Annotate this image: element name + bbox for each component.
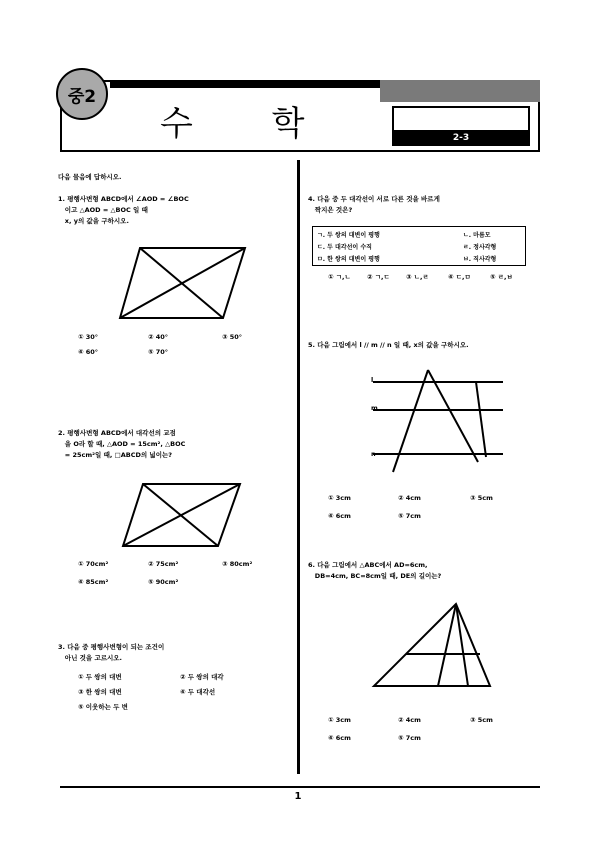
q4-option[interactable]: ③ ㄴ,ㄹ xyxy=(406,273,429,281)
q2-option[interactable]: ⑤ 90cm² xyxy=(148,578,179,586)
q6-option[interactable]: ① 3cm xyxy=(328,716,351,724)
q4-option[interactable]: ④ ㄷ,ㅁ xyxy=(448,273,471,281)
q3-option[interactable]: ① 두 쌍의 대변 xyxy=(78,673,122,681)
box-item: ㅁ. 한 쌍의 대변이 평행 xyxy=(317,256,380,263)
q1-option[interactable]: ② 40° xyxy=(148,333,169,341)
q5-parallel-lines-figure xyxy=(368,362,508,482)
q3-option[interactable]: ③ 한 쌍의 대변 xyxy=(78,688,122,696)
box-item: ㄹ. 정사각형 xyxy=(463,244,497,251)
q5-option[interactable]: ③ 5cm xyxy=(470,494,493,502)
q1-parallelogram-figure xyxy=(115,240,255,325)
question-text: 다음 그림에서 △ABC에서 AD=6cm, xyxy=(317,561,428,569)
q6-option[interactable]: ④ 6cm xyxy=(328,734,351,742)
q2-option[interactable]: ② 75cm² xyxy=(148,560,179,568)
q2-option[interactable]: ④ 85cm² xyxy=(78,578,109,586)
question-text: DB=4cm, BC=8cm일 때, DE의 길이는? xyxy=(314,572,442,580)
question-4: 4. 다음 중 두 대각선이 서로 다른 것을 바르게 짝지은 것은? xyxy=(308,195,440,214)
q5-option[interactable]: ① 3cm xyxy=(328,494,351,502)
question-number: 6 xyxy=(308,561,313,569)
question-text: 평행사변형 ABCD에서 ∠AOD = ∠BOC xyxy=(67,195,189,203)
question-text: 을 O라 할 때, △AOD = 15cm², △BOC xyxy=(64,440,186,448)
q6-option[interactable]: ③ 5cm xyxy=(470,716,493,724)
q3-option[interactable]: ④ 두 대각선 xyxy=(180,688,216,696)
q5-line-label-m: m xyxy=(371,404,378,412)
question-text: 이고 △AOD = △BOC 일 때 xyxy=(64,206,148,214)
q2-parallelogram-figure xyxy=(118,478,248,553)
question-number: 3 xyxy=(58,643,63,651)
q5-option[interactable]: ② 4cm xyxy=(398,494,421,502)
page-title: 수 학 xyxy=(160,104,339,144)
q1-option[interactable]: ③ 50° xyxy=(222,333,243,341)
footer-rule xyxy=(60,786,540,788)
question-text: 평행사변형 ABCD에서 대각선의 교점 xyxy=(67,429,176,437)
question-text: 다음 중 두 대각선이 서로 다른 것을 바르게 xyxy=(317,195,440,203)
box-item: ㄷ. 두 대각선이 수직 xyxy=(317,244,372,251)
q3-option[interactable]: ⑤ 이웃하는 두 변 xyxy=(78,703,128,711)
q1-option[interactable]: ④ 60° xyxy=(78,348,99,356)
question-text: 짝지은 것은? xyxy=(314,206,353,214)
question-text: x, y의 값을 구하시오. xyxy=(64,217,129,225)
column-divider xyxy=(297,160,300,774)
question-text: 다음 그림에서 l // m // n 일 때, x의 값을 구하시오. xyxy=(317,341,469,349)
q4-condition-box xyxy=(312,226,526,266)
q5-line-label-n: n xyxy=(371,450,376,458)
q1-option[interactable]: ⑤ 70° xyxy=(148,348,169,356)
q5-line-label-l: l xyxy=(371,376,374,384)
box-item: ㄴ. 마름모 xyxy=(463,232,491,239)
question-number: 2 xyxy=(58,429,63,437)
question-1: 1. 평행사변형 ABCD에서 ∠AOD = ∠BOC 이고 △AOD = △BOC 일 때 x, y의 값을 구하시오. xyxy=(58,195,189,225)
header-top-bar xyxy=(110,80,380,88)
grade-badge: 중2 xyxy=(56,68,108,120)
q1-option[interactable]: ① 30° xyxy=(78,333,99,341)
q3-option[interactable]: ② 두 쌍의 대각 xyxy=(180,673,224,681)
q2-option[interactable]: ① 70cm² xyxy=(78,560,109,568)
q2-option[interactable]: ③ 80cm² xyxy=(222,560,253,568)
instruction-text: 다음 물음에 답하시오. xyxy=(58,173,122,181)
header-grey-tab xyxy=(380,80,540,102)
question-2: 2. 평행사변형 ABCD에서 대각선의 교점 을 O라 할 때, △AOD = 15cm², △BOC = 25cm²일 때, □ABCD의 넓이는? xyxy=(58,429,186,459)
question-text: = 25cm²일 때, □ABCD의 넓이는? xyxy=(64,451,173,459)
question-number: 4 xyxy=(308,195,313,203)
q4-option[interactable]: ⑤ ㄹ,ㅂ xyxy=(490,273,513,281)
box-item: ㄱ. 두 쌍의 대변이 평행 xyxy=(317,232,380,239)
question-number: 1 xyxy=(58,195,63,203)
q5-option[interactable]: ④ 6cm xyxy=(328,512,351,520)
q6-option[interactable]: ⑤ 7cm xyxy=(398,734,421,742)
question-number: 5 xyxy=(308,341,313,349)
q4-option[interactable]: ① ㄱ,ㄴ xyxy=(328,273,351,281)
header-label: 2-3 xyxy=(392,130,530,146)
question-text: 아닌 것을 고르시오. xyxy=(64,654,123,662)
q6-triangle-figure xyxy=(368,598,498,698)
question-6: 6. 다음 그림에서 △ABC에서 AD=6cm, DB=4cm, BC=8cm일 때, DE의 길이는? xyxy=(308,561,442,580)
question-5: 5. 다음 그림에서 l // m // n 일 때, x의 값을 구하시오. xyxy=(308,341,469,349)
question-text: 다음 중 평행사변형이 되는 조건이 xyxy=(67,643,165,651)
q4-option[interactable]: ② ㄱ,ㄷ xyxy=(367,273,390,281)
question-3: 3. 다음 중 평행사변형이 되는 조건이 아닌 것을 고르시오. xyxy=(58,643,165,662)
page-number: 1 xyxy=(294,791,302,802)
q5-option[interactable]: ⑤ 7cm xyxy=(398,512,421,520)
q6-option[interactable]: ② 4cm xyxy=(398,716,421,724)
box-item: ㅂ. 직사각형 xyxy=(463,256,497,263)
